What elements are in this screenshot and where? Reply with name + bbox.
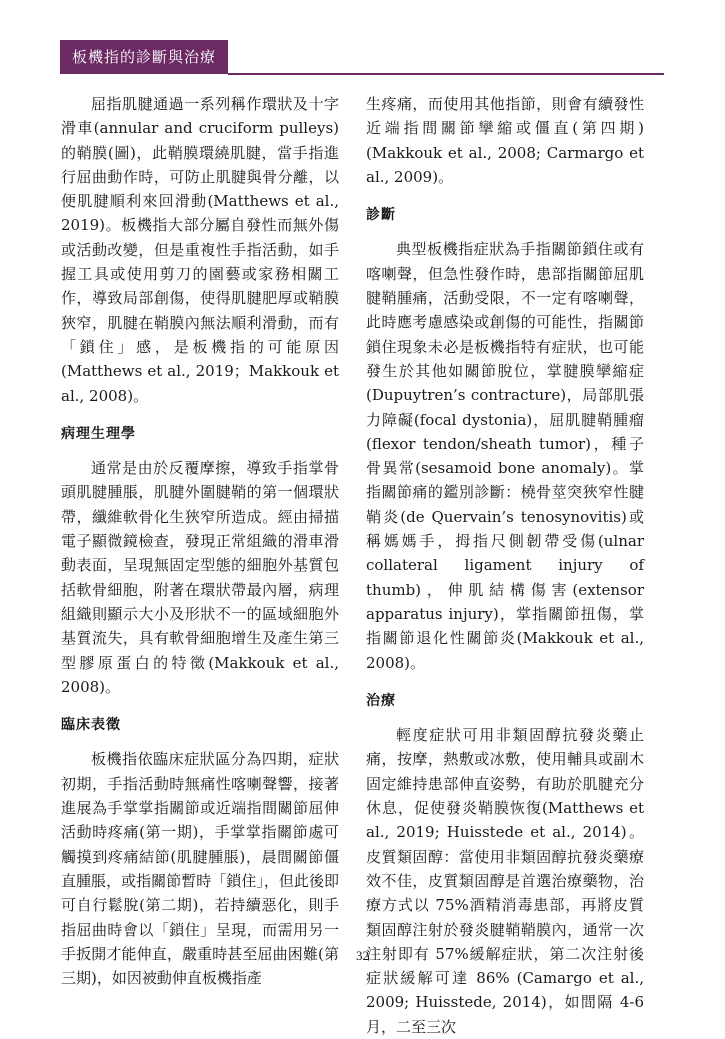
treatment-paragraph: 輕度症狀可用非類固醇抗發炎藥止痛，按摩，熱敷或冰敷，使用輔具或副木固定維持患部伸直姿勢，有助於肌腱充分休息，促使發炎鞘膜恢復(Matthews et al., 2019; Huisstede et al., 2014)。皮質類固醇：當使用非類固醇抗發炎藥療效不佳，皮質類固醇是首選治療藥物，治療方式以 75%酒精消毒患部，再將皮質類固醇注射於發炎腱鞘鞘膜內，通常一次注射即有 57%緩解症狀，第二次注射後症狀緩解可達 86% (Camargo et al., 2009; Huisstede, 2014)，如間隔 4-6 月，二至三次 — [366, 726, 644, 1036]
clinical-heading: 臨床表徵 — [61, 717, 121, 734]
treatment-heading: 治療 — [366, 692, 396, 709]
diagnosis-heading: 診斷 — [366, 207, 396, 224]
running-title: 板機指的診斷與治療 — [60, 40, 228, 74]
right-column — [366, 92, 644, 1039]
diagnosis-paragraph: 典型板機指症狀為手指關節鎖住或有喀喇聲，但急性發作時，患部指關節屈肌腱鞘腫痛，活動受限，不一定有喀喇聲，此時應考慮感染或創傷的可能性，指關節鎖住現象未必是板機指特有症狀，也可能發生於其他如關節脫位，掌腱膜攣縮症(Dupuytren’s contracture)，局部肌張力障礙(focal dystonia)，屈肌腱鞘腫瘤(flexor tendon/sheath tumor)，種子骨異常(sesamoid bone anomaly)。掌指關節痛的鑑別診斷：橈骨莖突狹窄性腱鞘炎(de Quervain’s tenosynovitis)或稱媽媽手，拇指尺側韌帶受傷(ulnar collateral ligament injury of thumb)，伸肌結構傷害(extensor apparatus injury)，掌指關節扭傷，掌指關節退化性關節炎(Makkouk et al., 2008)。 — [366, 240, 644, 672]
intro-paragraph: 屈指肌腱通過一系列稱作環狀及十字滑車(annular and cruciform pulleys)的鞘膜(圖)，此鞘膜環繞肌腱，當手指進行屈曲動作時，可防止肌腱與骨分離，以便肌腱順利來回滑動(Matthews et al., 2019)。板機指大部分屬自發性而無外傷或活動改變，但是重複性手指活動，如手握工具或使用剪刀的園藝或家務相關工作，導致局部創傷，使得肌腱肥厚或鞘膜狹窄，肌腱在鞘膜內無法順利滑動，而有「鎖住」感，是板機指的可能原因(Matthews et al., 2019；Makkouk et al., 2008)。 — [61, 95, 339, 405]
page-number: 32 — [356, 948, 369, 963]
header-rule — [228, 73, 664, 75]
page-header — [0, 0, 725, 72]
continued-paragraph: 生疼痛，而使用其他指節，則會有續發性近端指間關節攣縮或僵直(第四期)(Makkouk et al., 2008; Carmargo et al., 2009)。 — [366, 95, 644, 186]
clinical-paragraph: 板機指依臨床症狀區分為四期，症狀初期，手指活動時無痛性喀喇聲響，接著進展為手掌掌指關節或近端指間關節屈伸活動時疼痛(第一期)，手掌掌指關節處可觸摸到疼痛結節(肌腱腫脹)，晨間關節僵直腫脹，或指關節暫時「鎖住」，但此後即可自行鬆脫(第二期)，若持續惡化，則手指屈曲時會以「鎖住」呈現，而需用另一手扳開才能伸直，嚴重時甚至屈曲困難(第三期)，如因被動伸直板機指產 — [61, 750, 339, 988]
left-column — [61, 92, 339, 990]
pathophysiology-paragraph: 通常是由於反覆摩擦，導致手指掌骨頭肌腱腫脹，肌腱外圍腱鞘的第一個環狀帶，纖維軟骨化生狹窄所造成。經由掃描電子顯微鏡檢查，發現正常組織的滑車滑動表面，呈現無固定型態的細胞外基質包括軟骨細胞，附著在環狀帶最內層，病理組織則顯示大小及形狀不一的區域細胞外基質流失，具有軟骨細胞增生及產生第三型膠原蛋白的特徵(Makkouk et al., 2008)。 — [61, 459, 339, 696]
pathophysiology-heading: 病理生理學 — [61, 425, 136, 442]
